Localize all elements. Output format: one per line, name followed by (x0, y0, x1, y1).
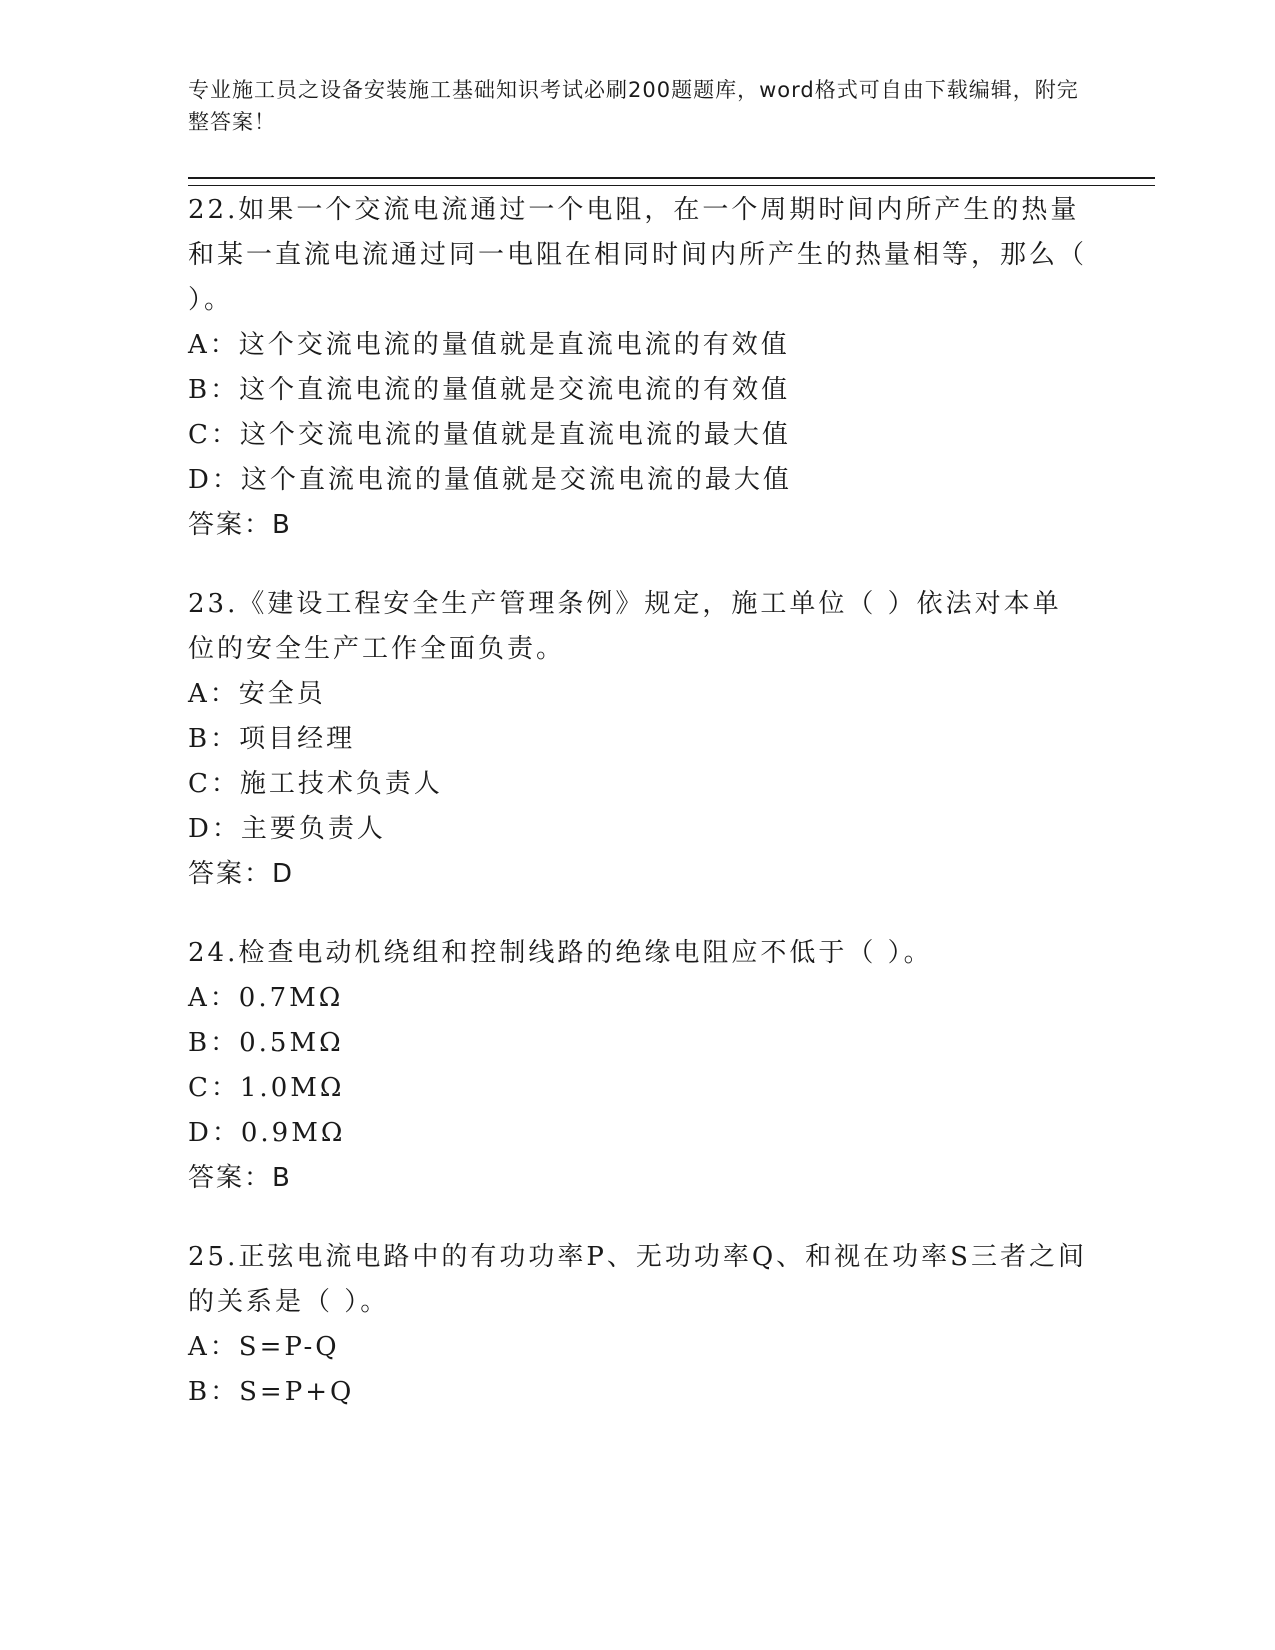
question-23 (188, 582, 1088, 897)
option-a: A：0.7MΩ (188, 983, 344, 1013)
option-b: B：0.5MΩ (188, 1028, 344, 1058)
question-25 (188, 1235, 1088, 1415)
question-text: 22.如果一个交流电流通过一个电阻，在一个周期时间内所产生的热量和某一直流电流通过同一电阻在相同时间内所产生的热量相等，那么（ ）。 (188, 195, 1088, 315)
option-c: C：这个交流电流的量值就是直流电流的最大值 (188, 420, 791, 450)
answer: 答案：D (188, 859, 295, 889)
document-header: 专业施工员之设备安装施工基础知识考试必刷200题题库，word格式可自由下载编辑，附完整答案！ (188, 78, 1079, 134)
option-a: A：这个交流电流的量值就是直流电流的有效值 (188, 330, 790, 360)
question-24 (188, 931, 1088, 1201)
header-divider (188, 177, 1155, 186)
answer: 答案：B (188, 510, 292, 540)
option-a: A：安全员 (188, 679, 326, 709)
option-d: D：主要负责人 (188, 814, 386, 844)
option-b: B：项目经理 (188, 724, 356, 754)
option-d: D：0.9MΩ (188, 1118, 346, 1148)
answer: 答案：B (188, 1163, 292, 1193)
question-text: 25.正弦电流电路中的有功功率P、无功功率Q、和视在功率S三者之间的关系是（ ）。 (188, 1242, 1087, 1317)
option-c: C：1.0MΩ (188, 1073, 345, 1103)
question-text: 23.《建设工程安全生产管理条例》规定，施工单位（ ）依法对本单位的安全生产工作全面负责。 (188, 589, 1062, 664)
option-d: D：这个直流电流的量值就是交流电流的最大值 (188, 465, 792, 495)
question-list (188, 188, 1088, 1449)
question-22 (188, 188, 1088, 548)
option-a: A：S=P-Q (188, 1332, 340, 1362)
question-text: 24.检查电动机绕组和控制线路的绝缘电阻应不低于（ ）。 (188, 938, 933, 968)
option-c: C：施工技术负责人 (188, 769, 443, 799)
option-b: B：这个直流电流的量值就是交流电流的有效值 (188, 375, 791, 405)
option-b: B：S=P+Q (188, 1377, 355, 1407)
